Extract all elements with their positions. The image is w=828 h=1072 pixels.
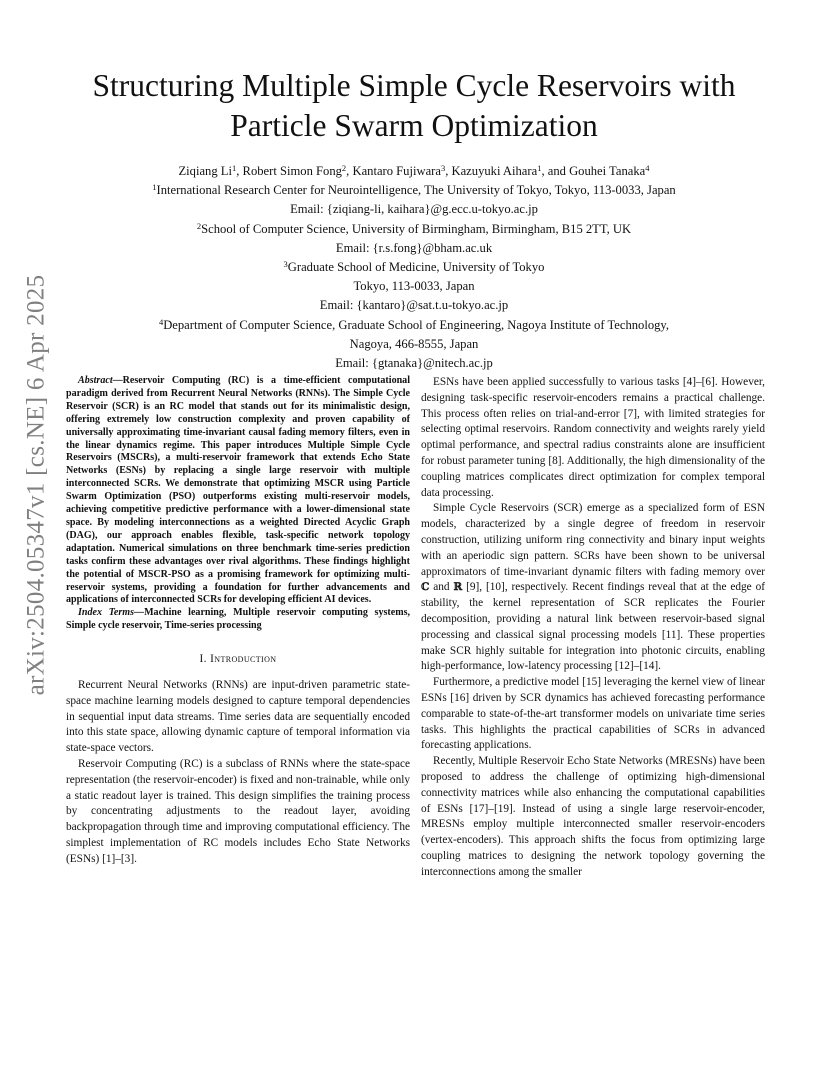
right-paragraph-3: Furthermore, a predictive model [15] leveraging the kernel view of linear ESNs [16] driven by SCR dynamics has achieved forecasting performance comparable to state-of-the-art transformer models on univariate time series tasks. This highlights the practical capabilities of SCRs in advanced forecasting applications. bbox=[421, 676, 765, 752]
affiliation-1: $^1$International Research Center for Neurointelligence, The University of Tokyo, Tokyo, 113-0033, Japan bbox=[152, 182, 676, 198]
affiliation-4-city: Nagoya, 466-8555, Japan bbox=[349, 336, 479, 351]
abstract-block bbox=[66, 375, 410, 633]
email-4: Email: {gtanaka}@nitech.ac.jp bbox=[335, 356, 493, 371]
abstract-text: —Reservoir Computing (RC) is a time-efficient computational paradigm derived from Recurrent Neural Networks (RNNs). The Simple Cycle Reservoir (SCR) is an RC model that stands out for its minimalistic design, offering extremely low construction complexity and proven capability of universally approximating time-invariant causal fading memory filters, even in the linear dynamics regime. This paper introduces Multiple Simple Cycle Reservoirs (MSCRs), a multi-reservoir framework that extends Echo State Networks (ESNs) by replacing a single large reservoir with multiple interconnected SCRs. We demonstrate that optimizing MSCR using Particle Swarm Optimization (PSO) outperforms existing multi-reservoir models, achieving competitive predictive performance with a lower-dimensional state space. By modeling interconnections as a weighted Directed Acyclic Graph (DAG), our approach enables flexible, task-specific network topology adaptation. Numerical simulations on three benchmark time-series prediction tasks confirm these advantages over rival algorithms. These findings highlight the potential of MSCR-PSO as a promising framework for optimizing multi-reservoir systems, providing a foundation for further advancements and applications of interconnected SCRs for developing efficient AI devices. bbox=[66, 375, 410, 606]
left-column bbox=[66, 375, 410, 867]
arxiv-identifier-stamp bbox=[14, 274, 58, 696]
author-block bbox=[60, 162, 768, 373]
right-paragraph-2: Simple Cycle Reservoirs (SCR) emerge as a specialized form of ESN models, characterized by a single degree of freedom in reservoir construction, utilizing uniform ring connectivity and binary input weights with an aperiodic sign pattern. SCRs have been shown to be universal approximators of time-invariant dynamic filters with fading memory over ℂ and ℝ [9], [10], respectively. Recent findings reveal that at the edge of stability, the kernel representation of SCR replicates the Fourier decomposition, providing a natural link between reservoir-based signal processing and classical signal processing models [11]. These properties make SCR highly suitable for integration into photonic circuits, enabling high-performance, low-latency processing [12]–[14]. bbox=[421, 502, 765, 673]
paper-title bbox=[60, 66, 768, 146]
affiliation-3-city: Tokyo, 113-0033, Japan bbox=[353, 279, 475, 294]
arxiv-identifier-text: arXiv:2504.05347v1 [cs.NE] 6 Apr 2025 bbox=[22, 274, 49, 696]
abstract-paragraph bbox=[66, 375, 410, 607]
right-column bbox=[421, 375, 765, 881]
index-terms-label: Index Terms bbox=[78, 607, 135, 619]
intro-paragraph-1: Recurrent Neural Networks (RNNs) are input-driven parametric state-space machine learning models designed to capture temporal dependencies in sequential input data streams. Time series data are sequentially encoded into this state space, allowing dynamic capture of temporal information via state-space vectors. bbox=[66, 678, 410, 755]
index-terms-paragraph bbox=[66, 607, 410, 633]
intro-paragraph-2: Reservoir Computing (RC) is a subclass of RNNs where the state-space representation (the reservoir-encoder) is fixed and non-trainable, while only a static readout layer is trained. This design simplifies the training process by concentrating adjustments to the readout layer, avoiding backpropagation through time and improving computational efficiency. The simplest implementation of RC models includes Echo State Networks (ESNs) [1]–[3]. bbox=[66, 757, 410, 865]
right-paragraph-4: Recently, Multiple Reservoir Echo State Networks (MRESNs) have been proposed to address the challenge of optimizing high-dimensional connectivity matrices while also enhancing the computational capabilities of ESNs [17]–[19]. Instead of using a single large reservoir-encoder, MRESNs employ multiple interconnected smaller reservoir-encoders (vertex-encoders). This approach shifts the focus from optimizing large coupling matrices to designing the network topology governing the interconnections among the smaller bbox=[421, 755, 765, 878]
complex-numbers-symbol: ℂ bbox=[421, 581, 430, 594]
abstract-label: Abstract bbox=[78, 375, 113, 386]
right-paragraph-1: ESNs have been applied successfully to various tasks [4]–[6]. However, designing task-specific reservoir-encoders remains a practical challenge. This process often relies on trial-and-error [7], with limited strategies for selecting optimal reservoirs. Random connectivity and weights rarely yield optimal performance, and spectral radius constraints alone are insufficient for robust parameter tuning [8]. Additionally, the high dimensionality of the coupling matrices complicates direct optimization for complex temporal data processing. bbox=[421, 376, 765, 499]
real-numbers-symbol: ℝ bbox=[453, 581, 463, 594]
author-list: Ziqiang Li$^1$, Robert Simon Fong$^2$, Kantaro Fujiwara$^3$, Kazuyuki Aihara$^1$, and Gouhei Tanaka$^4$ bbox=[178, 163, 650, 178]
affiliation-2: $^2$School of Computer Science, University of Birmingham, Birmingham, B15 2TT, UK bbox=[196, 220, 632, 236]
affiliation-4: $^4$Department of Computer Science, Graduate School of Engineering, Nagoya Institute of Technology, bbox=[158, 316, 670, 332]
email-1: Email: {ziqiang-li, kaihara}@g.ecc.u-tokyo.ac.jp bbox=[290, 202, 538, 217]
affiliation-3: $^3$Graduate School of Medicine, University of Tokyo bbox=[283, 259, 545, 275]
section-heading-introduction: I. Introduction bbox=[199, 653, 277, 666]
email-2: Email: {r.s.fong}@bham.ac.uk bbox=[335, 240, 493, 255]
index-terms-text: —Machine learning, Multiple reservoir computing systems, Simple cycle reservoir, Time-series processing bbox=[66, 607, 410, 632]
email-3: Email: {kantaro}@sat.t.u-tokyo.ac.jp bbox=[319, 298, 509, 313]
title-line-1: Structuring Multiple Simple Cycle Reservoirs with bbox=[92, 68, 736, 103]
title-line-2: Particle Swarm Optimization bbox=[230, 108, 598, 143]
